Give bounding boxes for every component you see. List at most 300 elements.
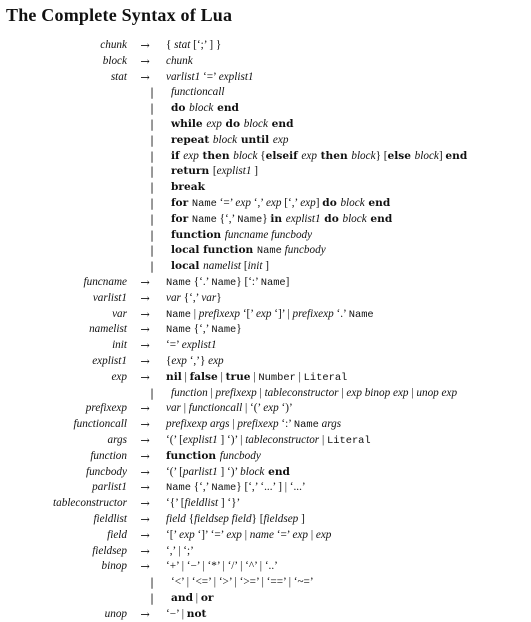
rule-production [166,544,194,560]
keyword-token: then [198,149,234,162]
terminal-token: Name [166,324,191,337]
terminal-token: Name [260,276,286,289]
keyword-token: local [171,260,204,273]
punctuation-token: } [216,291,222,304]
rule-nonterminal: function [90,449,127,462]
rule-production [166,465,290,481]
production-arrow: → [140,323,150,337]
punctuation-token: | [190,307,199,320]
production-arrow: → [140,54,150,68]
punctuation-token: | [181,370,190,383]
rule-nonterminal: explist1 [92,354,127,367]
grammar-rule-row [0,275,531,291]
rule-production [171,591,213,607]
rule-nonterminal: funcname [83,275,127,288]
production-arrow: → [140,497,150,511]
punctuation-token: ] [438,149,446,162]
rule-production [171,243,326,260]
grammar-rule-row [0,322,531,338]
nonterminal-token: fieldlist [184,497,219,510]
punctuation-token: ‘,’} [186,354,209,367]
punctuation-token: ] [251,165,258,178]
production-arrow: → [140,512,150,526]
keyword-token: for [171,196,192,209]
nonterminal-token: args [318,418,342,431]
rule-production [171,259,269,275]
alternative-bar: | [150,576,154,590]
keyword-token: for [171,212,192,225]
punctuation-token: ‘{’ [ [166,497,185,510]
rule-nonterminal: binop [101,560,127,573]
terminal-token: Number [258,371,296,384]
terminal-token: Name [191,197,217,210]
nonterminal-token: exp [265,196,282,209]
nonterminal-token: fieldsep field [194,512,252,525]
punctuation-token: [‘;’ ] } [190,39,222,51]
terminal-token: Name [211,482,237,495]
rule-production [171,180,205,196]
rule-production [166,480,306,497]
production-arrow: → [140,528,150,542]
rule-nonterminal: unop [104,607,127,620]
production-arrow: → [140,544,150,558]
alternative-bar: | [150,228,154,242]
production-arrow: → [140,370,150,384]
keyword-token: or [200,591,214,604]
nonterminal-token: chunk [166,54,193,67]
punctuation-token: ‘<’ | ‘<=’ | ‘>’ | ‘>=’ | ‘==’ | ‘~=’ [171,576,314,589]
alternative-bar: | [150,591,154,605]
rule-production [171,133,288,149]
punctuation-token: | [207,386,216,399]
nonterminal-token: parlist1 [182,465,218,478]
rule-production [171,117,293,133]
alternative-bar: | [150,165,154,179]
rule-nonterminal: functioncall [73,418,127,431]
punctuation-token: } [236,323,242,336]
keyword-token: local function [171,244,257,257]
rule-production [171,85,224,101]
grammar-rule-row [0,370,531,386]
rule-production [166,528,331,544]
grammar-rule-row [0,228,531,244]
terminal-token: Literal [327,434,371,447]
nonterminal-token: block [240,465,265,478]
punctuation-token: { [166,354,172,367]
grammar-rule-row [0,449,531,465]
nonterminal-token: funcname funcbody [224,228,313,241]
alternative-bar: | [150,117,154,131]
nonterminal-token: block [351,149,376,162]
punctuation-token: ‘]’ | [271,307,293,320]
punctuation-token: ] [285,275,290,288]
rule-production [171,386,457,402]
nonterminal-token: fieldsep [263,512,299,525]
rule-production [166,496,240,512]
punctuation-token: ‘[’ [166,528,180,541]
rule-production [166,338,217,354]
grammar-rule-row [0,70,531,86]
alternative-bar: | [150,196,154,210]
grammar-rule-row [0,528,531,544]
rule-production [166,370,347,387]
rule-production [166,70,254,86]
nonterminal-token: tableconstructor [264,386,339,399]
punctuation-token: ‘:’ [278,418,294,431]
rule-production [171,149,467,165]
punctuation-token: ‘=’ [200,70,219,83]
keyword-token: false [189,370,218,383]
rule-production [171,164,258,180]
production-arrow: → [140,481,150,495]
rule-nonterminal: prefixexp [85,402,127,415]
rule-nonterminal: block [102,54,127,67]
nonterminal-token: block [233,149,258,162]
punctuation-token: ‘+’ | ‘−’ | ‘*’ | ‘/’ | ‘^’ | ‘..’ [166,560,278,573]
production-arrow: → [140,433,150,447]
terminal-token: Name [191,213,217,226]
alternative-bar: | [150,386,154,400]
grammar-rule-row [0,559,531,575]
punctuation-token: | [229,418,238,431]
terminal-token: Name [348,308,374,321]
nonterminal-token: init [247,260,263,273]
punctuation-token: | [319,433,327,446]
grammar-rule-row [0,338,531,354]
keyword-token: nil [166,370,182,383]
nonterminal-token: prefixexp args [166,418,230,431]
grammar-rule-row [0,85,531,101]
grammar-rule-row [0,180,531,196]
grammar-rule-row [0,401,531,417]
punctuation-token: {‘.’ [190,275,212,288]
keyword-token: end [445,149,468,162]
rule-nonterminal: init [112,339,127,352]
nonterminal-token: block [340,196,365,209]
nonterminal-token: namelist [203,260,242,273]
nonterminal-token: exp [208,354,224,367]
nonterminal-token: exp [300,196,316,209]
grammar-rule-row [0,591,531,607]
rule-nonterminal: parlist1 [92,481,127,494]
rule-production [171,212,392,229]
nonterminal-token: exp [206,117,222,130]
punctuation-token: ‘)’ [278,402,293,415]
punctuation-token: | [217,370,226,383]
nonterminal-token: funcbody [281,244,326,257]
keyword-token: elseif [265,149,302,162]
punctuation-token: {‘,’ [180,291,202,304]
punctuation-token: {‘,’ [216,212,238,225]
punctuation-token: ] ‘)’ [217,465,241,478]
keyword-token: do [322,196,341,209]
terminal-token: Name [211,276,237,289]
grammar-rule-row [0,386,531,402]
nonterminal-token: stat [174,39,191,51]
production-arrow: → [140,70,150,84]
nonterminal-token: block [243,117,268,130]
keyword-token: return [171,165,213,178]
punctuation-token: } [ [375,149,388,162]
grammar-rule-row [0,307,531,323]
rule-production [171,196,390,213]
punctuation-token: [ [241,260,248,273]
keyword-token: function [166,449,220,462]
punctuation-token: | [192,591,201,604]
nonterminal-token: prefixexp [198,307,241,320]
punctuation-token: | [408,386,417,399]
alternative-bar: | [150,181,154,195]
alternative-bar: | [150,260,154,274]
nonterminal-token: block [189,102,214,115]
alternative-bar: | [150,212,154,226]
grammar-rule-row [0,354,531,370]
grammar-rule-row [0,38,531,54]
grammar-rule-row [0,259,531,275]
grammar-rule-row [0,149,531,165]
rule-nonterminal: exp [111,370,127,383]
punctuation-token: { [185,512,195,525]
keyword-token: and [171,591,193,604]
rule-production [166,559,278,575]
keyword-token: end [264,465,290,478]
rule-production [166,291,222,307]
nonterminal-token: exp [171,354,187,367]
keyword-token: then [316,149,352,162]
alternative-bar: | [150,102,154,116]
page-title: The Complete Syntax of Lua [6,5,233,25]
rule-production [166,275,289,292]
punctuation-token: ] [298,512,305,525]
punctuation-token: | ‘(’ [242,402,264,415]
rule-nonterminal: fieldsep [92,544,127,557]
terminal-token: Name [256,245,282,258]
punctuation-token: [‘,’ [281,196,301,209]
production-arrow: → [140,607,150,621]
rule-production [166,307,374,324]
production-arrow: → [140,339,150,353]
grammar-rule-row [0,496,531,512]
terminal-token: Name [166,276,191,289]
grammar-rule-row [0,465,531,481]
punctuation-token: { [166,39,175,51]
rule-production [166,354,224,370]
nonterminal-token: exp [301,149,317,162]
grammar-rule-row [0,196,531,212]
rule-production [166,322,242,339]
keyword-token: break [171,181,205,194]
terminal-token: Literal [303,371,348,384]
grammar-rule-row [0,243,531,259]
grammar-rule-row [0,117,531,133]
punctuation-token: ] ‘)’ | [217,433,246,446]
punctuation-token: ‘−’ | [166,607,187,620]
grammar-rule-row [0,417,531,433]
nonterminal-token: explist1 [181,339,217,352]
nonterminal-token: var [166,291,181,304]
grammar-rule-row [0,544,531,560]
rule-nonterminal: var [112,307,127,320]
keyword-token: else [387,149,415,162]
grammar-rule-row [0,164,531,180]
rule-nonterminal: namelist [89,323,127,336]
nonterminal-token: exp [315,528,332,541]
nonterminal-token: exp [183,149,199,162]
rule-production [171,101,239,117]
keyword-token: repeat [171,133,213,146]
grammar-rule-row [0,212,531,228]
rule-nonterminal: fieldlist [93,512,127,525]
nonterminal-token: unop exp [416,386,458,399]
grammar-rule-row [0,291,531,307]
terminal-token: Name [237,213,263,226]
nonterminal-token: field [166,512,186,525]
punctuation-token: { [257,149,266,162]
nonterminal-token: tableconstructor [245,433,320,446]
production-arrow: → [140,402,150,416]
keyword-token: end [366,212,393,225]
punctuation-token: | [308,528,316,541]
terminal-token: Name [211,324,237,337]
rule-nonterminal: funcbody [85,465,127,478]
keyword-token: end [267,117,294,130]
punctuation-token: ‘,’ | ‘;’ [166,544,194,557]
punctuation-token: ‘=’ [273,528,293,541]
nonterminal-token: functioncall [171,86,225,99]
nonterminal-token: exp [292,528,309,541]
keyword-token: until [237,133,273,146]
punctuation-token: ] [315,196,323,209]
nonterminal-token: block [212,133,238,146]
rule-nonterminal: varlist1 [92,291,127,304]
terminal-token: Name [166,482,191,495]
punctuation-token: {‘,’ [190,481,212,494]
punctuation-token: | [250,370,259,383]
nonterminal-token: exp [226,528,242,541]
rule-production [166,38,221,54]
nonterminal-token: varlist1 [166,70,201,83]
nonterminal-token: explist1 [285,212,321,225]
production-arrow: → [140,275,150,289]
punctuation-token: [ [212,165,217,178]
rule-production [166,54,193,70]
punctuation-token: } [‘,’ ‘...’ ] | ‘...’ [236,481,306,494]
punctuation-token: | [256,386,265,399]
grammar-rule-row [0,575,531,591]
production-arrow: → [140,354,150,368]
keyword-token: end [213,102,239,115]
punctuation-token: ] [262,260,270,273]
rule-nonterminal: chunk [100,39,127,51]
rule-production [171,228,312,244]
punctuation-token: ‘,’ [250,196,266,209]
nonterminal-token: explist1 [182,433,218,446]
punctuation-token: ‘]’ ‘=’ [194,528,227,541]
nonterminal-token: explist1 [216,165,252,178]
rule-production [171,575,314,591]
nonterminal-token: exp [235,196,251,209]
rule-nonterminal: stat [110,70,127,83]
punctuation-token: ‘(’ [ [166,465,183,478]
rule-nonterminal: field [107,528,127,541]
production-arrow: → [140,291,150,305]
nonterminal-token: exp [272,133,289,146]
punctuation-token: | [180,402,189,415]
alternative-bar: | [150,86,154,100]
production-arrow: → [140,449,150,463]
keyword-token: true [225,370,251,383]
grammar-rule-row [0,54,531,70]
rule-nonterminal: tableconstructor [53,497,127,510]
nonterminal-token: prefixexp [292,307,334,320]
nonterminal-token: var [166,402,181,415]
rule-production [166,512,305,528]
punctuation-token: | [295,370,304,383]
alternative-bar: | [150,149,154,163]
keyword-token: end [364,196,391,209]
production-arrow: → [140,39,150,52]
production-arrow: → [140,465,150,479]
nonterminal-token: exp [263,402,279,415]
nonterminal-token: name [249,528,274,541]
alternative-bar: | [150,133,154,147]
nonterminal-token: block [342,212,367,225]
punctuation-token: ‘(’ [ [166,433,183,446]
punctuation-token: {‘,’ [190,323,212,336]
grammar-rule-row [0,433,531,449]
rule-nonterminal: args [107,433,127,446]
production-arrow: → [140,418,150,432]
rule-production [166,433,371,450]
grammar-rule-row [0,101,531,117]
terminal-token: Name [293,419,319,432]
nonterminal-token: block [414,149,439,162]
rule-production [166,401,293,417]
keyword-token: not [186,607,207,620]
nonterminal-token: exp binop exp [346,386,409,399]
punctuation-token: ] ‘}’ [218,497,241,510]
punctuation-token: } [262,212,271,225]
keyword-token: function [171,228,225,241]
keyword-token: while [171,117,207,130]
rule-production [166,417,341,434]
keyword-token: in [270,212,286,225]
nonterminal-token: prefixexp [215,386,257,399]
nonterminal-token: funcbody [219,449,261,462]
punctuation-token: | [241,528,250,541]
nonterminal-token: functioncall [188,402,243,415]
nonterminal-token: var [201,291,217,304]
punctuation-token: } [ [251,512,264,525]
grammar-rule-row [0,133,531,149]
nonterminal-token: exp [179,528,195,541]
nonterminal-token: prefixexp [237,418,279,431]
punctuation-token: ‘.’ [333,307,349,320]
terminal-token: Name [166,308,191,321]
grammar-rule-row [0,512,531,528]
punctuation-token: | [338,386,347,399]
grammar-table [0,38,531,622]
keyword-token: do [171,102,190,115]
grammar-rule-row [0,480,531,496]
rule-production [166,449,261,465]
keyword-token: do [221,117,244,130]
punctuation-token: ‘=’ [216,196,236,209]
nonterminal-token: explist1 [218,70,254,83]
production-arrow: → [140,560,150,574]
nonterminal-token: exp [255,307,272,320]
keyword-token: if [171,149,184,162]
